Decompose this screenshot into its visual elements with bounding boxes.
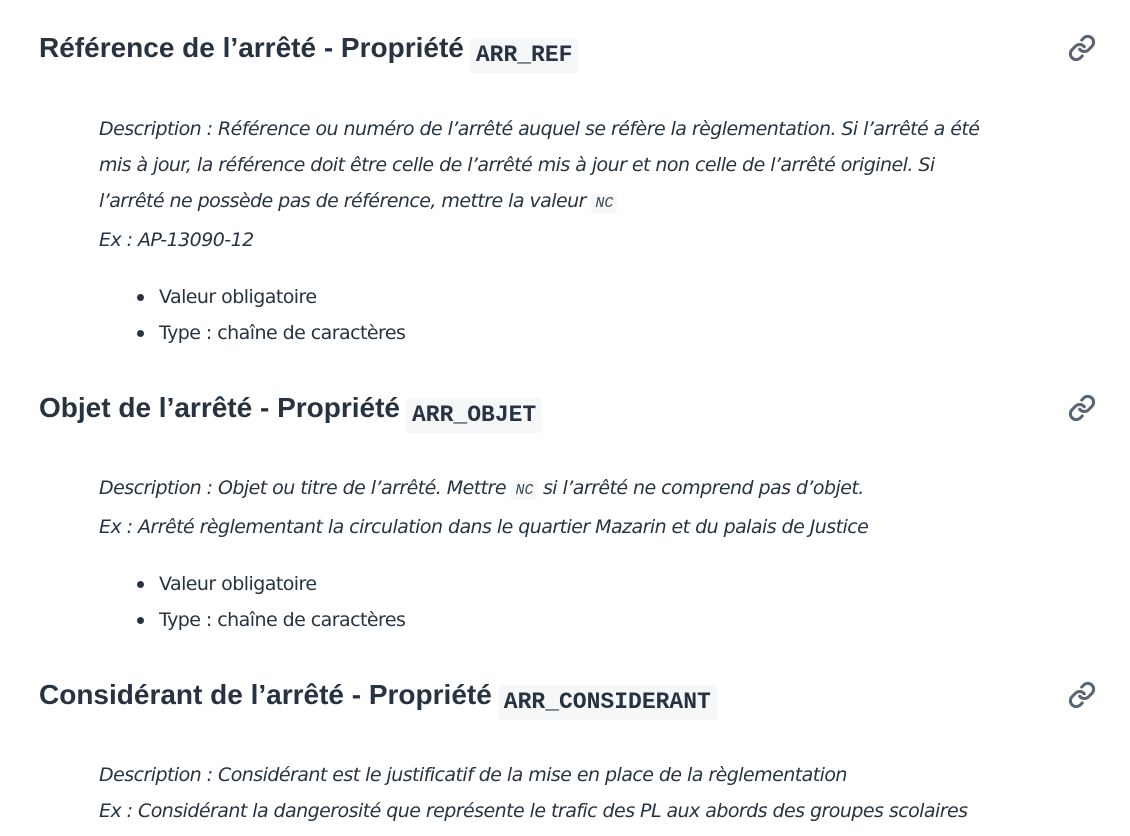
description-text: l’arrêté ne possède pas de référence, mettre la valeur [99,190,592,212]
list-item: Type : chaîne de caractères [159,315,405,351]
description-line: mis à jour, la référence doit être celle de l’arrêté mis à jour et non celle de l’arrêté originel. Si [99,154,935,176]
section-title-text: Référence de l’arrêté - Propriété [39,32,464,63]
section-arr-ref [0,28,1130,344]
description-line [99,183,1059,222]
link-icon[interactable] [1068,34,1096,62]
description-line [99,470,1059,509]
description-text: si l’arrêté ne comprend pas d’objet. [537,477,864,499]
section-title [39,388,542,433]
link-icon[interactable] [1068,681,1096,709]
description-example: Ex : Arrêté règlementant la circulation dans le quartier Mazarin et du palais de Justice [99,516,869,538]
list-item: Valeur obligatoire [159,566,405,602]
link-icon[interactable] [1068,394,1096,422]
section-title-text: Considérant de l’arrêté - Propriété [39,679,492,710]
description-line: Description : Considérant est le justificatif de la mise en place de la règlementation [99,764,847,786]
inline-code: NC [511,481,537,500]
property-attributes-list [159,279,405,351]
section-arr-considerant [0,675,1130,822]
section-title-text: Objet de l’arrêté - Propriété [39,392,400,423]
inline-code: NC [591,194,617,213]
property-description [99,470,1059,545]
property-code: ARR_REF [470,38,579,73]
property-code: ARR_CONSIDERANT [498,685,717,720]
list-item: Type : chaîne de caractères [159,602,405,638]
section-heading [0,388,1130,434]
description-text: Description : Objet ou titre de l’arrêté. Mettre [99,477,512,499]
section-title [39,675,717,720]
property-code: ARR_OBJET [406,398,542,433]
section-heading [0,675,1130,721]
description-example: Ex : Considérant la dangerosité que représente le trafic des PL aux abords des groupes scolaires [99,800,968,822]
property-description [99,757,1059,829]
list-item: Valeur obligatoire [159,279,405,315]
section-arr-objet [0,388,1130,631]
property-attributes-list [159,566,405,638]
section-heading [0,28,1130,74]
description-example: Ex : AP-13090-12 [99,229,254,251]
property-description [99,111,1059,258]
section-title [39,28,578,73]
description-line: Description : Référence ou numéro de l’arrêté auquel se réfère la règlementation. Si l’arrêté a été [99,118,980,140]
